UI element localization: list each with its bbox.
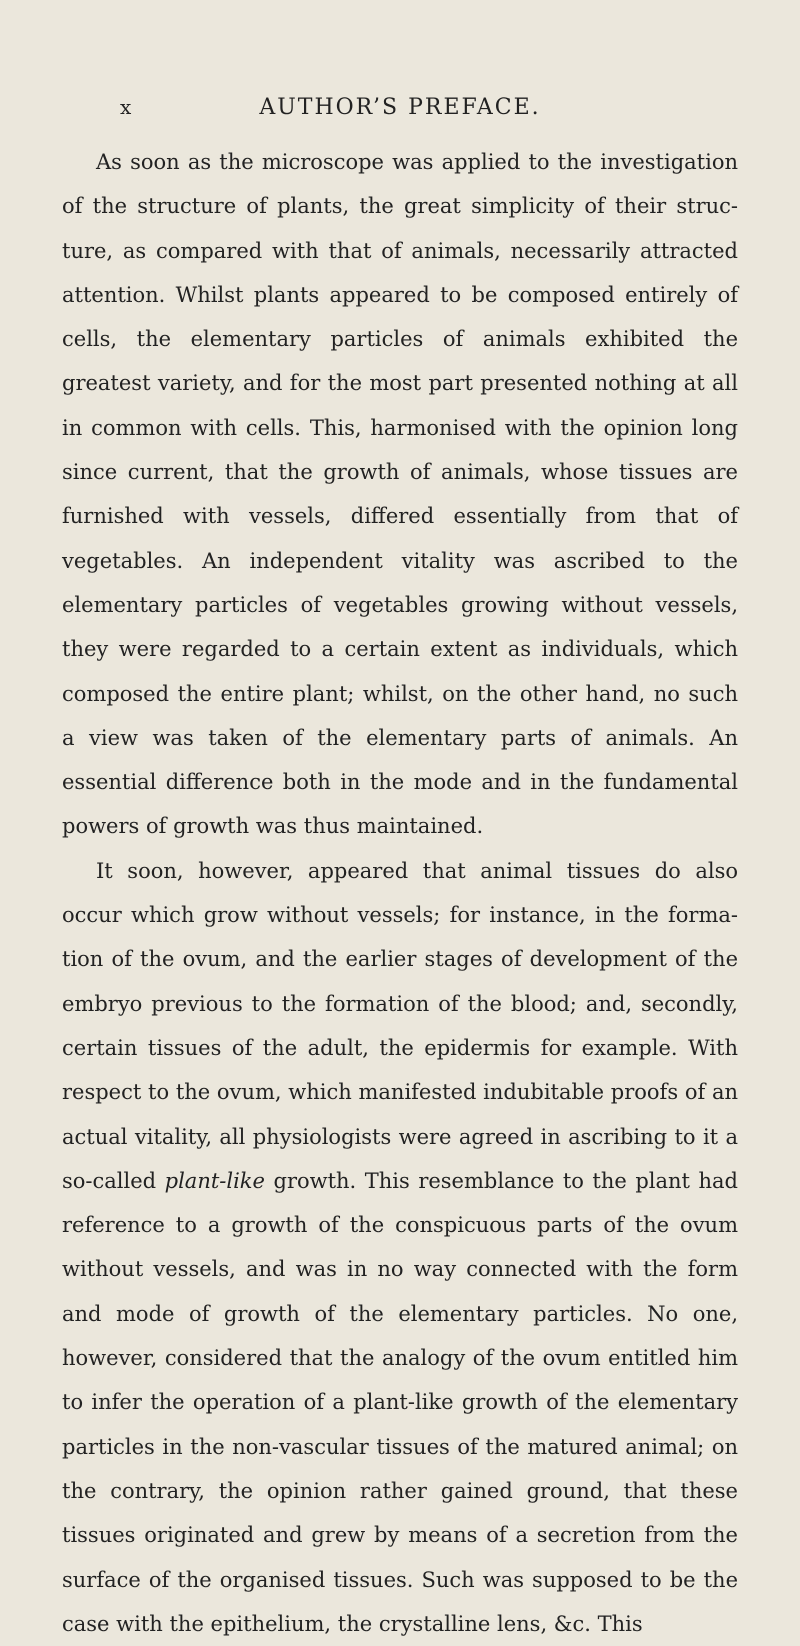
body-text xyxy=(62,140,738,1646)
page-number: x xyxy=(120,95,133,119)
running-title: AUTHOR’S PREFACE. xyxy=(259,95,541,120)
paragraph-2 xyxy=(62,849,738,1646)
paragraph-2-end: growth. This resemblance to the plant had reference to a growth of the conspicuous parts of the ovum without vessels, and was in no way connected with the form and mode of growth of the elementary particles. No one, however, considered that the analogy of the ovum entitled him to infer the operation of a plant-like growth of the elementary particles in the non-vascular tissues of the matured animal; on the contrary, the opinion rather gained ground, that these tissues originated and grew by means of a secretion from the surface of the organised tissues. Such was supposed to be the case with the epithelium, the crystalline lens, &c. This xyxy=(62,1168,739,1636)
paragraph-2-start: It soon, however, appeared that animal tissues do also occur which grow without vessels; for instance, in the formation of the ovum, and the earlier stages of development of the embryo previous to the formation of the blood; and, secondly, certain tissues of the adult, the epidermis for example. With respect to the ovum, which manifested indubitable proofs of an actual vitality, all physiologists were agreed in ascribing to it a so-called xyxy=(62,858,738,1193)
italic-term: plant-like xyxy=(164,1168,265,1193)
page-header xyxy=(0,95,800,135)
paragraph-1: As soon as the microscope was applied to the investigation of the structure of plants, the great simplicity of their structure, as compared with that of animals, necessarily attracted attention. Whilst plants appeared to be composed entirely of cells, the elementary particles of animals exhibited the greatest variety, and for the most part presented nothing at all in common with cells. This, harmonised with the opinion long since current, that the growth of animals, whose tissues are furnished with vessels, differed essentially from that of vegetables. An independent vitality was ascribed to the elementary particles of vegetables growing without vessels, they were regarded to a certain extent as individuals, which composed the entire plant; whilst, on the other hand, no such a view was taken of the elementary parts of animals. An essential difference both in the mode and in the fundamental powers of growth was thus maintained. xyxy=(62,150,738,839)
